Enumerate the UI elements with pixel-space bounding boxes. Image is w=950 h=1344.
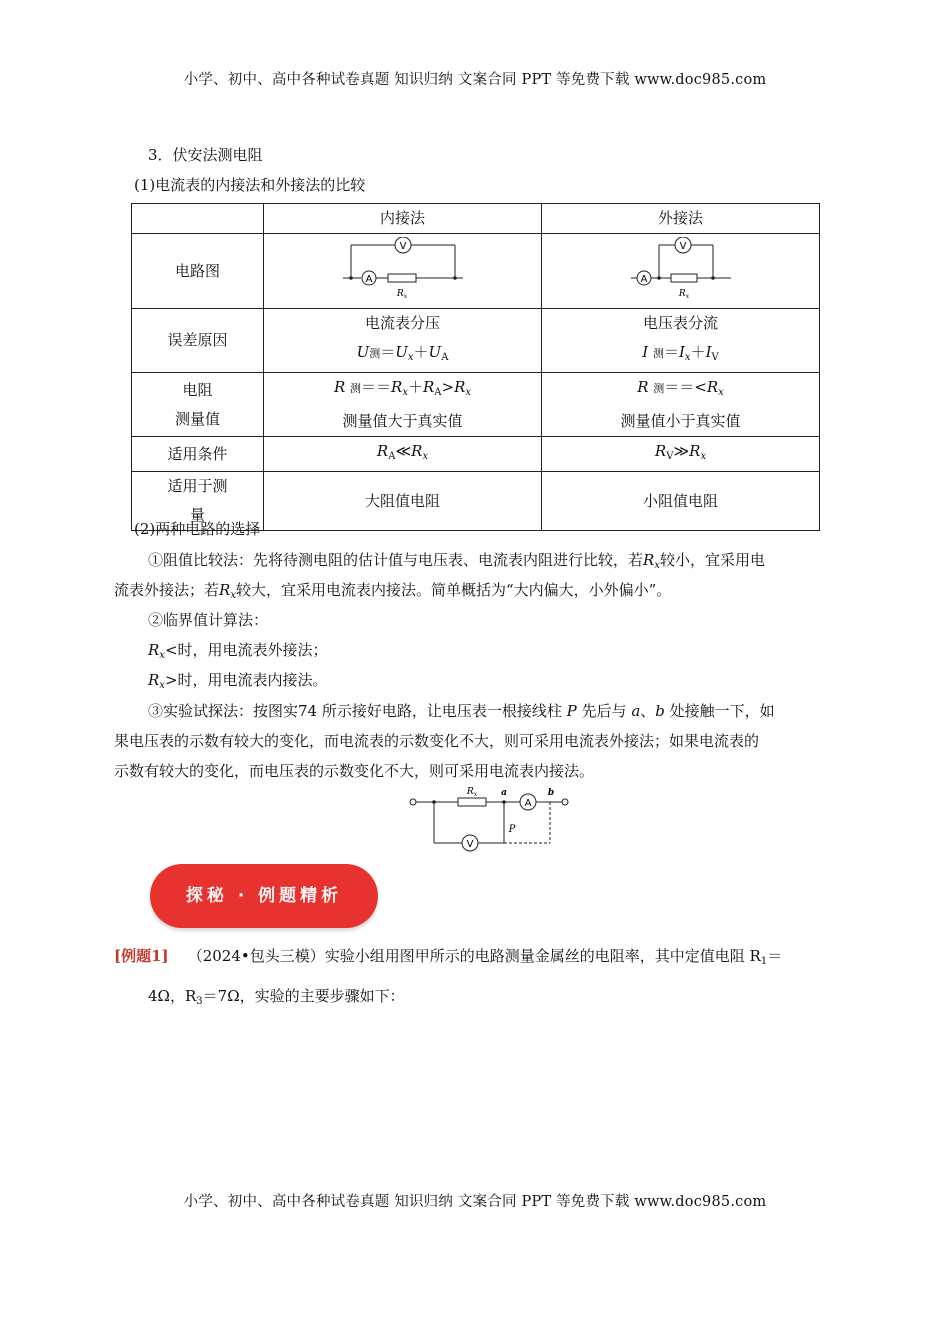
para-1-line-1: ①阻值比较法：先将待测电阻的估计值与电压表、电流表内阻进行比较，若$R_x$较小，宜采用电 — [148, 551, 765, 571]
value-outer: R 测$==<R_x$ 测量值小于真实值 — [542, 373, 820, 437]
svg-text:V: V — [399, 241, 406, 252]
para-1-line-2: 流表外接法；若$R_x$较大，宜采用电流表内接法。简单概括为“大内偏大，小外偏小”。 — [114, 581, 672, 601]
row-label-condition: 适用条件 — [132, 437, 264, 472]
section-heading: 3．伏安法测电阻 — [148, 146, 263, 164]
error-outer-formula: I 测$=I_x+I_V$ — [642, 343, 719, 363]
svg-text:b: b — [547, 788, 555, 798]
outer-circuit-diagram — [542, 234, 820, 309]
use-outer: 小阻值电阻 — [542, 472, 820, 531]
value-outer-formula: R 测$==<R_x$ — [637, 378, 724, 398]
para-5-line-3: 示数有较大的变化，而电压表的示数变化不大，则可采用电流表内接法。 — [114, 762, 595, 780]
page-footer: 小学、初中、高中各种试卷真题 知识归纳 文案合同 PPT 等免费下载 www.doc985.com — [183, 1194, 767, 1210]
comparison-table — [131, 203, 820, 531]
svg-text:A: A — [524, 798, 532, 809]
value-inner-formula: R 测$==R_x+R_A>R_x$ — [333, 378, 472, 398]
subsection-2: (2)两种电路的选择 — [134, 520, 261, 538]
row-label-circuit: 电路图 — [132, 234, 264, 309]
table-corner — [132, 204, 264, 234]
example-line-2: 4Ω，$R_3=7\Omega$，实验的主要步骤如下： — [148, 987, 405, 1007]
error-outer: 电压表分流 I 测$=I_x+I_V$ — [542, 309, 820, 373]
error-inner: 电流表分压 U测$=U_x+U_A$ — [264, 309, 542, 373]
svg-text:A: A — [640, 274, 647, 285]
condition-outer: $R_V≫R_x$ — [542, 437, 820, 472]
trial-circuit-diagram — [408, 782, 572, 852]
row-label-value: 电阻 测量值 — [132, 373, 264, 437]
page-header: 小学、初中、高中各种试卷真题 知识归纳 文案合同 PPT 等免费下载 www.doc985.com — [183, 72, 767, 88]
condition-inner: $R_A≪R_x$ — [264, 437, 542, 472]
use-inner: 大阻值电阻 — [264, 472, 542, 531]
svg-text:a: a — [501, 788, 507, 798]
header-outer: 外接法 — [542, 204, 820, 234]
para-4: $R_x>$时，用电流表内接法。 — [148, 671, 328, 691]
inner-circuit-diagram — [264, 234, 542, 309]
error-inner-formula: U测$=U_x+U_A$ — [356, 343, 449, 363]
row-label-error: 误差原因 — [132, 309, 264, 373]
para-3: $R_x<$时，用电流表外接法； — [148, 641, 328, 661]
svg-text:A: A — [365, 274, 372, 285]
para-5-line-2: 果电压表的示数有较大的变化，而电流表的示数变化不大，则可采用电流表外接法；如果电流表的 — [114, 732, 760, 750]
example-line-1: [例题1] （2024•包头三模）实验小组用图甲所示的电路测量金属丝的电阻率，其中定值电阻 $R_1=$ — [114, 947, 783, 967]
svg-text:Rx: $R_x$ — [396, 289, 407, 300]
header-inner: 内接法 — [264, 204, 542, 234]
row-label-use: 适用于测 量 — [132, 472, 264, 531]
svg-text:P: P — [508, 824, 516, 835]
example-label: [例题1] — [114, 947, 169, 965]
section-badge: 探秘 · 例题精析 — [150, 864, 378, 928]
para-2: ②临界值计算法： — [148, 611, 269, 629]
value-inner: R 测$==R_x+R_A>R_x$ 测量值大于真实值 — [264, 373, 542, 437]
svg-text:V: V — [679, 241, 686, 252]
svg-text:Rx: $R_x$ — [678, 289, 689, 300]
subsection-1: (1)电流表的内接法和外接法的比较 — [134, 176, 366, 194]
svg-text:V: V — [466, 839, 474, 850]
para-5-line-1: ③实验试探法：按图实74 所示接好电路，让电压表一根接线柱 P 先后与 a、b 处接触一下，如 — [148, 702, 775, 720]
svg-text:Rx: $R_x$ — [466, 787, 478, 798]
